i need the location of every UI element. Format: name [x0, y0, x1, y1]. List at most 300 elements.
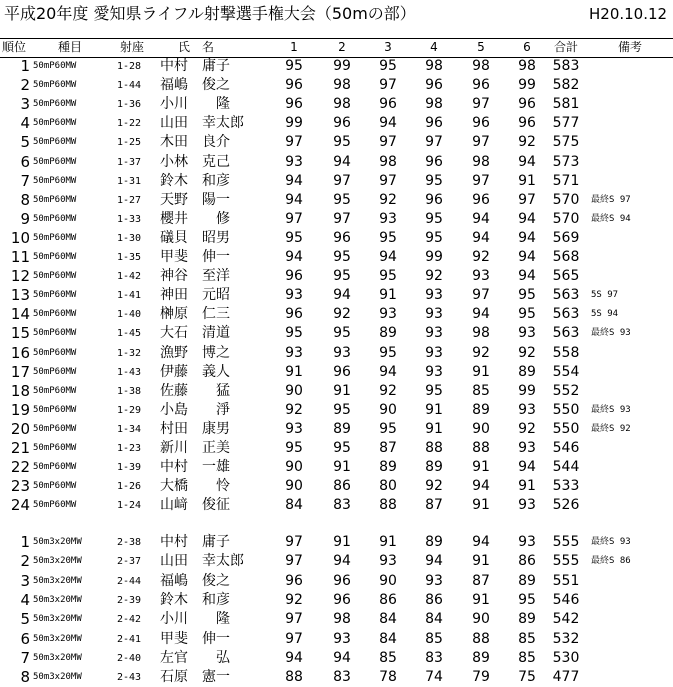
- series-5-cell: 98: [472, 153, 490, 170]
- total-cell: 546: [552, 591, 580, 608]
- series-1-cell: 93: [285, 420, 303, 437]
- header-series-2: 2: [338, 40, 346, 54]
- series-3-cell: 90: [379, 572, 397, 589]
- rank-cell: 14: [10, 305, 30, 324]
- event-cell: 50mP60MW: [33, 80, 77, 91]
- series-2-cell: 94: [333, 649, 351, 666]
- table-row: [0, 172, 673, 191]
- series-3-cell: 94: [379, 249, 397, 265]
- series-1-cell: 99: [285, 115, 303, 132]
- note-cell: 最終S 94: [591, 213, 631, 224]
- event-cell: 50mP60MW: [33, 404, 77, 415]
- series-1-cell: 95: [285, 229, 303, 246]
- event-cell: 50mP60MW: [33, 500, 77, 511]
- series-5-cell: 97: [472, 287, 490, 304]
- table-row: [0, 630, 673, 649]
- table-row: [0, 610, 673, 629]
- name-cell: 木田 良介: [160, 134, 230, 151]
- header-series-1: 1: [290, 40, 298, 54]
- total-cell: 571: [552, 172, 580, 189]
- rank-cell: 3: [20, 95, 30, 114]
- event-cell: 50mP60MW: [33, 481, 77, 492]
- series-1-cell: 90: [285, 459, 303, 476]
- note-cell: [591, 630, 671, 649]
- total-cell: 563: [552, 287, 580, 304]
- series-2-cell: 96: [333, 572, 351, 589]
- rank-cell: 16: [10, 343, 30, 362]
- table-row: [0, 363, 673, 382]
- series-3-cell: 93: [379, 306, 397, 323]
- lane-cell: 1-25: [117, 137, 142, 149]
- name-cell: 左官 弘: [160, 649, 230, 666]
- series-6-cell: 95: [518, 287, 536, 304]
- lane-cell: 1-39: [117, 462, 142, 474]
- series-1-cell: 97: [285, 534, 303, 550]
- total-cell: 550: [552, 420, 580, 437]
- lane-cell: 1-38: [117, 385, 142, 397]
- series-1-cell: 96: [285, 77, 303, 94]
- header-rank: 順位: [2, 40, 27, 54]
- total-cell: 555: [552, 553, 580, 570]
- series-4-cell: 96: [425, 77, 443, 94]
- table-row: [0, 401, 673, 420]
- note-cell: [591, 172, 671, 191]
- series-5-cell: 98: [472, 58, 490, 74]
- total-cell: 558: [552, 344, 580, 361]
- lane-cell: 2-42: [117, 614, 142, 626]
- series-4-cell: 74: [425, 669, 443, 686]
- name-cell: 小川 隆: [160, 611, 230, 628]
- series-6-cell: 75: [518, 669, 536, 686]
- series-4-cell: 84: [425, 611, 443, 628]
- series-5-cell: 91: [472, 459, 490, 476]
- series-2-cell: 86: [333, 478, 351, 495]
- series-3-cell: 95: [379, 58, 397, 74]
- series-3-cell: 95: [379, 344, 397, 361]
- note-cell: [591, 382, 671, 401]
- table-row: [0, 382, 673, 401]
- series-5-cell: 89: [472, 401, 490, 418]
- series-4-cell: 98: [425, 96, 443, 113]
- rank-cell: 17: [10, 362, 30, 381]
- series-2-cell: 95: [333, 440, 351, 456]
- total-cell: 577: [552, 115, 580, 132]
- lane-cell: 1-26: [117, 481, 142, 493]
- total-cell: 551: [552, 572, 580, 589]
- series-3-cell: 85: [379, 649, 397, 666]
- series-4-cell: 99: [425, 249, 443, 265]
- series-6-cell: 92: [518, 420, 536, 437]
- name-cell: 大橋 怜: [160, 478, 230, 495]
- lane-cell: 2-39: [117, 594, 142, 606]
- table-row: [0, 344, 673, 363]
- lane-cell: 2-40: [117, 652, 142, 664]
- note-cell: [591, 649, 671, 668]
- table-row: [0, 420, 673, 439]
- series-6-cell: 94: [518, 210, 536, 227]
- series-5-cell: 87: [472, 572, 490, 589]
- rank-cell: 8: [20, 668, 30, 687]
- total-cell: 583: [552, 58, 580, 74]
- series-2-cell: 96: [333, 115, 351, 132]
- rank-cell: 10: [10, 228, 30, 247]
- header-series-4: 4: [430, 40, 438, 54]
- series-1-cell: 95: [285, 440, 303, 456]
- series-4-cell: 91: [425, 420, 443, 437]
- series-1-cell: 96: [285, 572, 303, 589]
- table-header: [0, 38, 673, 58]
- rank-cell: 5: [20, 133, 30, 152]
- note-cell: 最終S 93: [591, 328, 631, 339]
- lane-cell: 1-31: [117, 175, 142, 187]
- series-4-cell: 86: [425, 591, 443, 608]
- table-row: [0, 286, 673, 305]
- note-cell: 最終S 92: [591, 423, 631, 434]
- series-2-cell: 91: [333, 459, 351, 476]
- series-4-cell: 95: [425, 210, 443, 227]
- series-2-cell: 95: [333, 134, 351, 151]
- lane-cell: 1-29: [117, 404, 142, 416]
- name-cell: 伊藤 義人: [160, 363, 230, 380]
- series-6-cell: 92: [518, 344, 536, 361]
- total-cell: 569: [552, 229, 580, 246]
- series-6-cell: 96: [518, 96, 536, 113]
- series-4-cell: 93: [425, 287, 443, 304]
- series-4-cell: 96: [425, 115, 443, 132]
- series-4-cell: 93: [425, 306, 443, 323]
- series-2-cell: 94: [333, 153, 351, 170]
- total-cell: 477: [552, 669, 580, 686]
- lane-cell: 1-32: [117, 347, 142, 359]
- series-2-cell: 99: [333, 58, 351, 74]
- rank-cell: 2: [20, 552, 30, 571]
- table-row: [0, 305, 673, 324]
- series-1-cell: 96: [285, 268, 303, 285]
- note-cell: [591, 610, 671, 629]
- series-1-cell: 95: [285, 325, 303, 342]
- note-cell: [591, 572, 671, 591]
- series-5-cell: 79: [472, 669, 490, 686]
- event-cell: 50mP60MW: [33, 347, 77, 358]
- table-row: [0, 229, 673, 248]
- series-6-cell: 93: [518, 401, 536, 418]
- rank-cell: 24: [10, 496, 30, 515]
- series-3-cell: 97: [379, 77, 397, 94]
- series-6-cell: 93: [518, 534, 536, 550]
- header-note: 備考: [618, 40, 643, 54]
- table-row: [0, 458, 673, 477]
- series-3-cell: 95: [379, 268, 397, 285]
- name-cell: 小川 隆: [160, 96, 230, 113]
- lane-cell: 1-33: [117, 213, 142, 225]
- total-cell: 550: [552, 401, 580, 418]
- series-6-cell: 93: [518, 440, 536, 456]
- series-4-cell: 95: [425, 172, 443, 189]
- note-cell: [591, 267, 671, 286]
- table-row: [0, 324, 673, 343]
- note-cell: [591, 229, 671, 248]
- event-cell: 50mP60MW: [33, 232, 77, 243]
- series-5-cell: 97: [472, 96, 490, 113]
- name-cell: 山田 幸太郎: [160, 115, 244, 132]
- series-6-cell: 99: [518, 77, 536, 94]
- series-6-cell: 91: [518, 478, 536, 495]
- series-5-cell: 97: [472, 134, 490, 151]
- total-cell: 568: [552, 249, 580, 265]
- series-3-cell: 93: [379, 210, 397, 227]
- series-5-cell: 92: [472, 344, 490, 361]
- header-event: 種目: [58, 40, 83, 54]
- lane-cell: 1-30: [117, 232, 142, 244]
- series-1-cell: 93: [285, 344, 303, 361]
- total-cell: 563: [552, 306, 580, 323]
- lane-cell: 1-24: [117, 500, 142, 512]
- series-5-cell: 91: [472, 363, 490, 380]
- series-3-cell: 88: [379, 497, 397, 514]
- series-5-cell: 91: [472, 553, 490, 570]
- total-cell: 573: [552, 153, 580, 170]
- table-row: [0, 133, 673, 152]
- name-cell: 福嶋 俊之: [160, 572, 230, 589]
- series-4-cell: 85: [425, 630, 443, 647]
- rank-cell: 19: [10, 400, 30, 419]
- name-cell: 小林 克己: [160, 153, 230, 170]
- series-5-cell: 88: [472, 440, 490, 456]
- series-5-cell: 96: [472, 115, 490, 132]
- series-4-cell: 88: [425, 440, 443, 456]
- event-cell: 50mP60MW: [33, 462, 77, 473]
- series-1-cell: 93: [285, 153, 303, 170]
- name-cell: 山田 幸太郎: [160, 553, 244, 570]
- series-2-cell: 93: [333, 344, 351, 361]
- rank-cell: 23: [10, 477, 30, 496]
- lane-cell: 2-43: [117, 672, 142, 684]
- note-cell: 最終S 93: [591, 537, 631, 547]
- header-name: 氏 名: [178, 40, 215, 54]
- series-1-cell: 96: [285, 96, 303, 113]
- total-cell: 542: [552, 611, 580, 628]
- series-6-cell: 89: [518, 363, 536, 380]
- header-series-3: 3: [384, 40, 392, 54]
- note-cell: 5S 94: [591, 309, 619, 320]
- lane-cell: 1-42: [117, 271, 142, 283]
- series-1-cell: 97: [285, 210, 303, 227]
- series-3-cell: 92: [379, 382, 397, 399]
- series-3-cell: 78: [379, 669, 397, 686]
- series-4-cell: 94: [425, 553, 443, 570]
- lane-cell: 1-23: [117, 443, 142, 454]
- series-2-cell: 96: [333, 229, 351, 246]
- series-6-cell: 94: [518, 249, 536, 265]
- rank-cell: 12: [10, 267, 30, 286]
- table-row: [0, 668, 673, 687]
- series-4-cell: 93: [425, 572, 443, 589]
- series-1-cell: 97: [285, 553, 303, 570]
- rank-cell: 4: [20, 114, 30, 133]
- table-row: [0, 153, 673, 172]
- series-6-cell: 94: [518, 268, 536, 285]
- series-3-cell: 92: [379, 191, 397, 208]
- note-cell: [591, 363, 671, 382]
- series-3-cell: 84: [379, 611, 397, 628]
- series-5-cell: 93: [472, 268, 490, 285]
- series-6-cell: 98: [518, 58, 536, 74]
- name-cell: 佐藤 猛: [160, 382, 230, 399]
- series-6-cell: 85: [518, 630, 536, 647]
- event-cell: 50mP60MW: [33, 175, 77, 186]
- total-cell: 533: [552, 478, 580, 495]
- series-3-cell: 91: [379, 534, 397, 550]
- total-cell: 581: [552, 96, 580, 113]
- series-2-cell: 94: [333, 553, 351, 570]
- event-cell: 50m3x20MW: [33, 652, 82, 663]
- series-2-cell: 95: [333, 268, 351, 285]
- series-1-cell: 91: [285, 363, 303, 380]
- event-cell: 50m3x20MW: [33, 594, 82, 605]
- rank-cell: 20: [10, 419, 30, 438]
- series-4-cell: 98: [425, 58, 443, 74]
- series-5-cell: 94: [472, 229, 490, 246]
- table-row: [0, 496, 673, 515]
- note-cell: 5S 97: [591, 290, 619, 301]
- name-cell: 漁野 博之: [160, 344, 230, 361]
- series-6-cell: 94: [518, 459, 536, 476]
- event-cell: 50m3x20MW: [33, 633, 82, 644]
- series-2-cell: 97: [333, 210, 351, 227]
- event-cell: 50mP60MW: [33, 194, 77, 205]
- series-4-cell: 92: [425, 478, 443, 495]
- series-6-cell: 93: [518, 325, 536, 342]
- rank-cell: 22: [10, 458, 30, 477]
- series-1-cell: 93: [285, 287, 303, 304]
- series-6-cell: 93: [518, 497, 536, 514]
- rank-cell: 7: [20, 171, 30, 190]
- name-cell: 新川 正美: [160, 440, 230, 456]
- event-cell: 50m3x20MW: [33, 672, 82, 683]
- lane-cell: 1-45: [117, 328, 142, 340]
- note-cell: [591, 591, 671, 610]
- series-1-cell: 88: [285, 669, 303, 686]
- total-cell: 582: [552, 77, 580, 94]
- table-row: [0, 114, 673, 133]
- note-cell: [591, 153, 671, 172]
- series-2-cell: 96: [333, 363, 351, 380]
- series-2-cell: 93: [333, 630, 351, 647]
- note-cell: [591, 114, 671, 133]
- note-cell: [591, 344, 671, 363]
- series-3-cell: 89: [379, 325, 397, 342]
- rank-cell: 7: [20, 648, 30, 667]
- name-cell: 村田 康男: [160, 420, 230, 437]
- name-cell: 櫻井 修: [160, 210, 230, 227]
- series-6-cell: 99: [518, 382, 536, 399]
- name-cell: 福嶋 俊之: [160, 77, 230, 94]
- series-2-cell: 95: [333, 191, 351, 208]
- series-4-cell: 93: [425, 363, 443, 380]
- series-5-cell: 96: [472, 191, 490, 208]
- event-cell: 50mP60MW: [33, 290, 77, 301]
- series-2-cell: 95: [333, 325, 351, 342]
- series-1-cell: 95: [285, 58, 303, 74]
- series-6-cell: 89: [518, 611, 536, 628]
- lane-cell: 2-38: [117, 537, 142, 548]
- series-5-cell: 96: [472, 77, 490, 94]
- series-6-cell: 91: [518, 172, 536, 189]
- series-2-cell: 91: [333, 382, 351, 399]
- name-cell: 中村 庸子: [160, 534, 230, 550]
- rank-cell: 13: [10, 286, 30, 305]
- rank-cell: 1: [20, 57, 30, 75]
- series-4-cell: 87: [425, 497, 443, 514]
- table-row: [0, 95, 673, 114]
- table-row: [0, 591, 673, 610]
- name-cell: 榊原 仁三: [160, 306, 230, 323]
- series-2-cell: 94: [333, 287, 351, 304]
- series-1-cell: 97: [285, 611, 303, 628]
- rank-cell: 3: [20, 571, 30, 590]
- series-3-cell: 94: [379, 363, 397, 380]
- name-cell: 鈴木 和彦: [160, 172, 230, 189]
- name-cell: 小島 淨: [160, 401, 230, 418]
- total-cell: 544: [552, 459, 580, 476]
- series-2-cell: 96: [333, 591, 351, 608]
- lane-cell: 1-28: [117, 61, 142, 72]
- series-6-cell: 96: [518, 115, 536, 132]
- series-6-cell: 95: [518, 591, 536, 608]
- series-4-cell: 96: [425, 153, 443, 170]
- rank-cell: 8: [20, 190, 30, 209]
- series-5-cell: 90: [472, 420, 490, 437]
- name-cell: 天野 陽一: [160, 191, 230, 208]
- note-cell: [591, 95, 671, 114]
- table-row: [0, 57, 673, 76]
- note-cell: [591, 133, 671, 152]
- event-cell: 50mP60MW: [33, 137, 77, 148]
- table-row: [0, 210, 673, 229]
- lane-cell: 1-37: [117, 156, 142, 168]
- total-cell: 570: [552, 191, 580, 208]
- series-3-cell: 98: [379, 153, 397, 170]
- event-date: H20.10.12: [589, 5, 668, 23]
- series-6-cell: 86: [518, 553, 536, 570]
- event-cell: 50mP60MW: [33, 423, 77, 434]
- series-3-cell: 87: [379, 440, 397, 456]
- series-5-cell: 91: [472, 497, 490, 514]
- table-row: [0, 267, 673, 286]
- event-cell: 50mP60MW: [33, 366, 77, 377]
- event-cell: 50mP60MW: [33, 328, 77, 339]
- table-row: [0, 191, 673, 210]
- name-cell: 神谷 至洋: [160, 268, 230, 285]
- header-series-5: 5: [477, 40, 485, 54]
- lane-cell: 1-44: [117, 80, 142, 92]
- lane-cell: 1-41: [117, 290, 142, 302]
- name-cell: 礒貝 昭男: [160, 229, 230, 246]
- series-2-cell: 83: [333, 497, 351, 514]
- lane-cell: 1-40: [117, 309, 142, 321]
- series-3-cell: 91: [379, 287, 397, 304]
- series-1-cell: 94: [285, 649, 303, 666]
- name-cell: 甲斐 伸一: [160, 630, 230, 647]
- series-1-cell: 94: [285, 249, 303, 265]
- series-2-cell: 98: [333, 96, 351, 113]
- series-3-cell: 95: [379, 420, 397, 437]
- series-3-cell: 93: [379, 553, 397, 570]
- series-6-cell: 97: [518, 191, 536, 208]
- series-5-cell: 98: [472, 325, 490, 342]
- series-6-cell: 94: [518, 229, 536, 246]
- note-cell: 最終S 97: [591, 194, 631, 205]
